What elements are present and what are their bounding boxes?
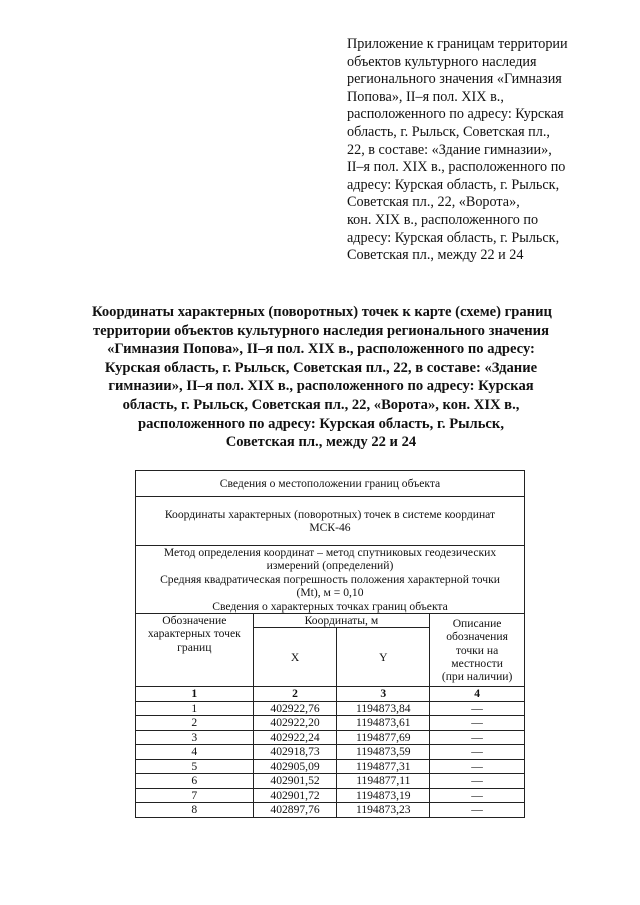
column-number: 3 — [337, 687, 430, 701]
annex-line: объектов культурного наследия — [347, 53, 537, 70]
table-section-row — [136, 471, 525, 497]
point-x: 402901,72 — [253, 788, 337, 803]
coord-system-line: МСК-46 — [309, 521, 351, 534]
table-row — [136, 701, 525, 716]
header-designation — [136, 614, 254, 687]
table-row — [136, 774, 525, 789]
point-y: 1194873,19 — [337, 788, 430, 803]
table-row — [136, 745, 525, 760]
document-heading — [92, 303, 550, 452]
point-y: 1194877,31 — [337, 759, 430, 774]
section-title: Сведения о местоположении границ объекта — [136, 471, 525, 497]
header-line: характерных точек — [147, 627, 241, 641]
point-x: 402897,76 — [253, 803, 337, 818]
heading-line: Координаты характерных (поворотных) точек к карте (схеме) границ — [92, 304, 552, 320]
point-x: 402901,52 — [253, 774, 337, 789]
column-numbers-row — [136, 687, 525, 701]
coord-system-line: Координаты характерных (поворотных) точек в системе координат — [164, 507, 496, 521]
point-description: — — [430, 701, 525, 716]
point-y: 1194873,61 — [337, 716, 430, 731]
table-row — [136, 803, 525, 818]
annex-line: адресу: Курская область, г. Рыльск, — [347, 176, 560, 193]
point-y: 1194873,59 — [337, 745, 430, 760]
point-y: 1194877,11 — [337, 774, 430, 789]
point-number: 3 — [136, 730, 254, 745]
method-line: Средняя квадратическая погрешность положения характерной точки — [160, 572, 500, 586]
header-line: Обозначение — [162, 614, 227, 628]
point-description: — — [430, 716, 525, 731]
table-section-row — [136, 497, 525, 546]
annex-line: расположенного по адресу: Курская — [347, 106, 564, 123]
annex-line: 22, в составе: «Здание гимназии», — [347, 141, 552, 158]
header-y: Y — [337, 628, 430, 687]
point-description: — — [430, 774, 525, 789]
annex-line: Попова», II–я пол. XIX в., — [347, 88, 504, 105]
point-y: 1194877,69 — [337, 730, 430, 745]
method-line: Сведения о характерных точках границ объекта — [212, 599, 448, 613]
header-line: границ — [177, 640, 212, 654]
point-description: — — [430, 759, 525, 774]
table-section-row — [136, 546, 525, 614]
heading-line: Советская пл., между 22 и 24 — [225, 434, 417, 451]
point-number: 6 — [136, 774, 254, 789]
column-number: 1 — [136, 687, 254, 701]
point-description: — — [430, 745, 525, 760]
header-line: точки на — [455, 643, 499, 657]
coordinate-system-cell — [136, 497, 525, 546]
point-description: — — [430, 730, 525, 745]
point-x: 402905,09 — [253, 759, 337, 774]
column-number: 2 — [253, 687, 337, 701]
method-line: измерений (определений) — [266, 559, 394, 573]
point-x: 402922,20 — [253, 716, 337, 731]
table-row — [136, 759, 525, 774]
method-line: (Mt), м = 0,10 — [296, 586, 364, 600]
annex-line: адресу: Курская область, г. Рыльск, — [347, 229, 560, 246]
table-row — [136, 716, 525, 731]
header-coordinates: Координаты, м — [253, 614, 430, 628]
heading-line: «Гимназия Попова», II–я пол. XIX в., расположенного по адресу: — [107, 341, 535, 358]
point-y: 1194873,23 — [337, 803, 430, 818]
point-number: 8 — [136, 803, 254, 818]
heading-line: расположенного по адресу: Курская область, г. Рыльск, — [138, 415, 504, 432]
annex-line: II–я пол. XIX в., расположенного по — [347, 159, 566, 176]
table-row — [136, 788, 525, 803]
column-number: 4 — [430, 687, 525, 701]
header-line: (при наличии) — [441, 670, 513, 684]
point-x: 402922,24 — [253, 730, 337, 745]
point-y: 1194873,84 — [337, 701, 430, 716]
header-description — [430, 614, 525, 687]
point-description: — — [430, 803, 525, 818]
coordinates-table — [135, 470, 525, 818]
point-number: 2 — [136, 716, 254, 731]
point-number: 7 — [136, 788, 254, 803]
heading-line: территории объектов культурного наследия регионального значения — [93, 322, 549, 339]
point-number: 4 — [136, 745, 254, 760]
annex-line: Приложение к границам территории — [347, 36, 568, 52]
table-header-row — [136, 614, 525, 628]
point-x: 402922,76 — [253, 701, 337, 716]
header-x: X — [253, 628, 337, 687]
annex-line: область, г. Рыльск, Советская пл., — [347, 123, 550, 140]
annex-line: Советская пл., между 22 и 24 — [347, 247, 524, 264]
heading-line: Курская область, г. Рыльск, Советская пл., 22, в составе: «Здание — [104, 359, 538, 376]
annex-line: регионального значения «Гимназия — [347, 71, 562, 88]
method-line: Метод определения координат – метод спутниковых геодезических — [163, 546, 497, 559]
point-description: — — [430, 788, 525, 803]
annex-line: Советская пл., 22, «Ворота», — [347, 194, 520, 211]
point-x: 402918,73 — [253, 745, 337, 760]
header-line: местности — [451, 656, 503, 670]
table-row — [136, 730, 525, 745]
header-line: Описание — [452, 616, 502, 630]
point-number: 5 — [136, 759, 254, 774]
header-line: обозначения — [446, 630, 508, 644]
method-cell — [136, 546, 525, 614]
heading-line: гимназии», II–я пол. XIX в., расположенного по адресу: Курская — [108, 378, 534, 395]
annex-line: кон. XIX в., расположенного по — [347, 211, 539, 228]
heading-line: область, г. Рыльск, Советская пл., 22, «Ворота», кон. XIX в., — [122, 396, 520, 413]
point-number: 1 — [136, 701, 254, 716]
annex-note — [347, 36, 587, 265]
